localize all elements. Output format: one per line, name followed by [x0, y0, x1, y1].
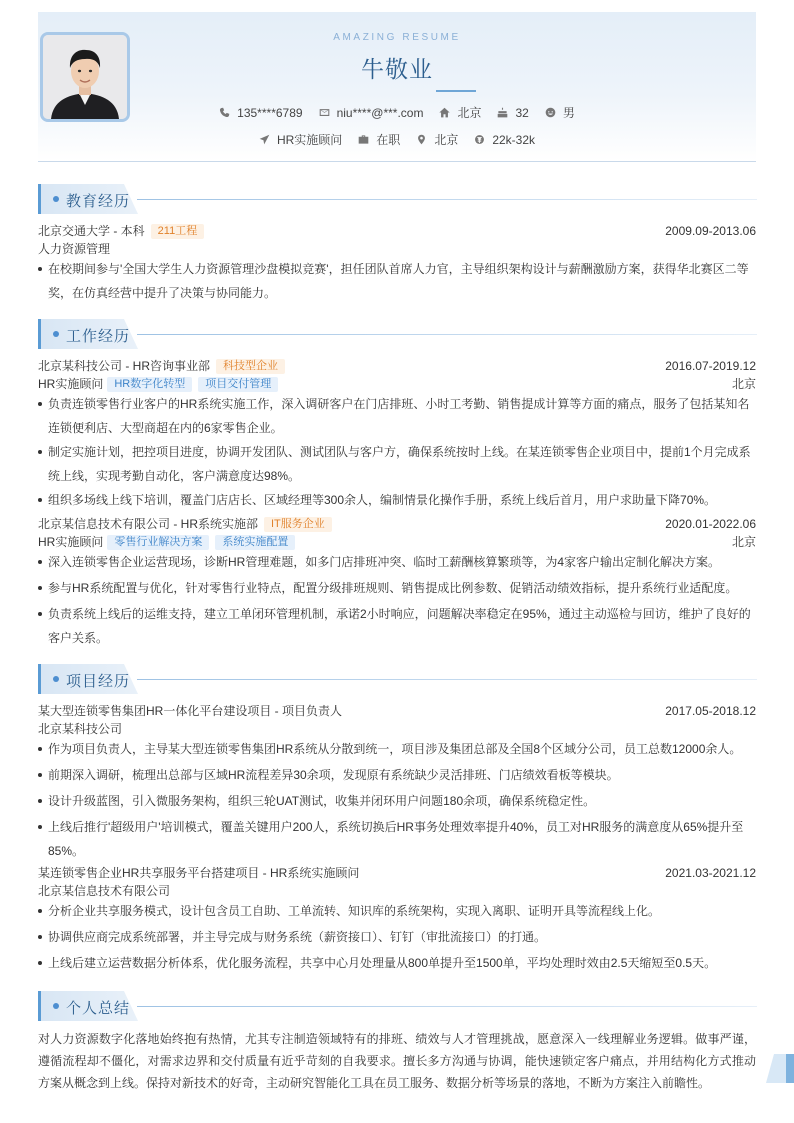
name-underline — [436, 90, 476, 92]
email-item — [319, 106, 424, 120]
candidate-name: 牛敬业 — [361, 56, 433, 82]
section-title: 教育经历 — [66, 193, 131, 210]
project-entry-header — [38, 864, 756, 882]
project-bullet: 上线后推行'超级用户'培训模式，覆盖关键用户200人，系统切换后HR事务处理效率提升40%，员工对HR服务的满意度从65%提升至85%。 — [38, 815, 756, 863]
education-bullet: 在校期间参与'全国大学生人力资源管理沙盘模拟竞赛'，担任团队首席人力官，主导组织架构设计与薪酬激励方案，获得华北赛区二等奖，在仿真经营中提升了决策与协同能力。 — [38, 257, 756, 305]
education-entry-header — [38, 222, 756, 240]
corner-decoration — [766, 1054, 794, 1083]
work-role-row — [38, 375, 756, 393]
phone-item — [219, 106, 302, 120]
work-bullet: 参与HR系统配置与优化，针对零售行业特点，配置分级排班规则、销售提成比例参数、促销活动绩效指标，提升系统行业适配度。 — [38, 576, 756, 600]
section-title: 项目经历 — [66, 673, 131, 690]
role-tag: 零售行业解决方案 — [107, 535, 209, 550]
company-department: 北京某信息技术有限公司 - HR系统实施部 — [38, 517, 258, 531]
section-divider — [137, 679, 757, 680]
resume-tagline: AMAZING RESUME — [333, 32, 461, 43]
work-role-row — [38, 533, 756, 551]
section-work — [38, 319, 756, 349]
location-icon — [416, 134, 427, 145]
cake-icon — [497, 107, 508, 118]
job-intent-row — [38, 131, 756, 148]
work-bullet: 组织多场线上线下培训，覆盖门店店长、区域经理等300余人，编制情景化操作手册，系统上线后首月，用户求助量下降70%。 — [38, 488, 756, 512]
personal-summary: 对人力资源数字化落地始终抱有热情，尤其专注制造领域特有的排班、绩效与人才管理挑战，愿意深入一线理解业务逻辑。做事严谨，遵循流程却不僵化，对需求边界和交付质量有近乎苛刻的自我要求。擅长多方沟通与协调，能快速锁定客户痛点，并用结构化方式推动方案从概念到上线。保持对新技术的好奇，主动研究智能化工具在员工服务、数据分析等场景的落地，不断为方案注入前瞻性。 — [38, 1032, 756, 1090]
work-role: HR实施顾问 — [38, 377, 104, 391]
section-education — [38, 184, 756, 214]
work-bullet: 负责系统上线后的运维支持，建立工单闭环管理机制，承诺2小时响应，问题解决率稳定在95%，通过主动巡检与回访，维护了良好的客户关系。 — [38, 602, 756, 650]
project-title: 某大型连锁零售集团HR一体化平台建设项目 - 项目负责人 — [38, 704, 342, 718]
hometown-text: 北京 — [457, 106, 482, 120]
school-tag: 211工程 — [151, 224, 205, 239]
briefcase-icon — [358, 134, 369, 145]
send-icon — [259, 134, 270, 145]
section-dot — [53, 1003, 59, 1009]
role-tag: 系统实施配置 — [215, 535, 295, 550]
project-bullet: 上线后建立运营数据分析体系，优化服务流程，共享中心月处理量从800单提升至1500单，平均处理时效由2.5天缩短至0.5天。 — [38, 951, 756, 975]
age-item — [497, 106, 528, 120]
work-location: 北京 — [731, 377, 756, 391]
phone-text: 135****6789 — [237, 105, 303, 120]
work-entry-header — [38, 357, 756, 375]
project-dates: 2017.05-2018.12 — [665, 704, 756, 718]
role-tag: 项目交付管理 — [198, 377, 278, 392]
work-bullet: 负责连锁零售行业客户的HR系统实施工作，深入调研客户在门店排班、小时工考勤、销售提成计算等方面的痛点，服务了包括某知名连锁便利店、大型商超在内的6家零售企业。 — [38, 392, 756, 440]
project-bullet: 设计升级蓝图，引入微服务架构，组织三轮UAT测试，收集并闭环用户问题180余项，确保系统稳定性。 — [38, 789, 756, 813]
company-tag: IT服务企业 — [264, 517, 332, 532]
work-role: HR实施顾问 — [38, 535, 104, 549]
age-text: 32 — [515, 105, 529, 120]
project-bullet: 分析企业共享服务模式，设计包含员工自助、工单流转、知识库的系统架构，实现入离职、证明开具等流程线上化。 — [38, 899, 756, 923]
home-icon — [439, 107, 450, 118]
salary-item — [474, 133, 535, 147]
role-tag: HR数字化转型 — [107, 377, 192, 392]
project-title: 某连锁零售企业HR共享服务平台搭建项目 - HR系统实施顾问 — [38, 866, 360, 880]
gender-icon — [545, 107, 556, 118]
target-city-text: 北京 — [434, 133, 459, 147]
work-dates: 2016.07-2019.12 — [665, 359, 756, 373]
work-bullet: 制定实施计划，把控项目进度，协调开发团队、测试团队与客户方，确保系统按时上线。在某连锁零售企业项目中，提前1个月完成系统上线，实现考勤自动化，客户满意度达98%。 — [38, 440, 756, 488]
section-divider — [137, 334, 757, 335]
education-major: 人力资源管理 — [38, 242, 111, 256]
project-bullet: 作为项目负责人，主导某大型连锁零售集团HR系统从分散到统一，项目涉及集团总部及全国8个区域分公司，员工总数12000余人。 — [38, 737, 756, 761]
project-bullet: 协调供应商完成系统部署，并主导完成与财务系统（薪资接口）、钉钉（审批流接口）的打通。 — [38, 925, 756, 949]
work-dates: 2020.01-2022.06 — [665, 517, 756, 531]
work-entry-header — [38, 515, 756, 533]
section-dot — [53, 676, 59, 682]
target-position-item — [259, 131, 342, 148]
company-tag: 科技型企业 — [216, 359, 285, 374]
resume-header — [38, 12, 756, 162]
section-dot — [53, 196, 59, 202]
hometown-item — [439, 104, 481, 121]
email-text: niu****@***.com — [336, 105, 424, 120]
gender-text: 男 — [562, 106, 575, 120]
section-title: 个人总结 — [66, 1000, 131, 1017]
work-bullet: 深入连锁零售企业运营现场，诊断HR管理难题，如多门店排班冲突、临时工薪酬核算繁琐等，为4家客户输出定制化解决方案。 — [38, 550, 756, 574]
money-icon — [474, 134, 485, 145]
section-divider — [137, 199, 757, 200]
section-summary — [38, 991, 756, 1021]
project-dates: 2021.03-2021.12 — [665, 866, 756, 880]
education-dates: 2009.09-2013.06 — [665, 224, 756, 238]
section-projects — [38, 664, 756, 694]
target-position-text: HR实施顾问 — [276, 133, 343, 147]
project-entry-header — [38, 702, 756, 720]
section-divider — [137, 1006, 757, 1007]
company-department: 北京某科技公司 - HR咨询事业部 — [38, 359, 210, 373]
project-company: 北京某科技公司 — [38, 722, 123, 736]
job-status-item — [358, 131, 400, 148]
contact-info-row — [38, 104, 756, 121]
salary-text: 22k-32k — [492, 132, 536, 147]
section-title: 工作经历 — [66, 328, 131, 345]
work-location: 北京 — [731, 535, 756, 549]
target-city-item — [416, 131, 458, 148]
project-bullet: 前期深入调研，梳理出总部与区域HR流程差异30余项，发现原有系统缺少灵活排班、门店绩效看板等模块。 — [38, 763, 756, 787]
project-company: 北京某信息技术有限公司 — [38, 884, 171, 898]
job-status-text: 在职 — [376, 133, 401, 147]
gender-item — [545, 104, 575, 121]
section-dot — [53, 331, 59, 337]
phone-icon — [219, 107, 230, 118]
school-degree: 北京交通大学 - 本科 — [38, 224, 145, 238]
email-icon — [319, 107, 330, 118]
